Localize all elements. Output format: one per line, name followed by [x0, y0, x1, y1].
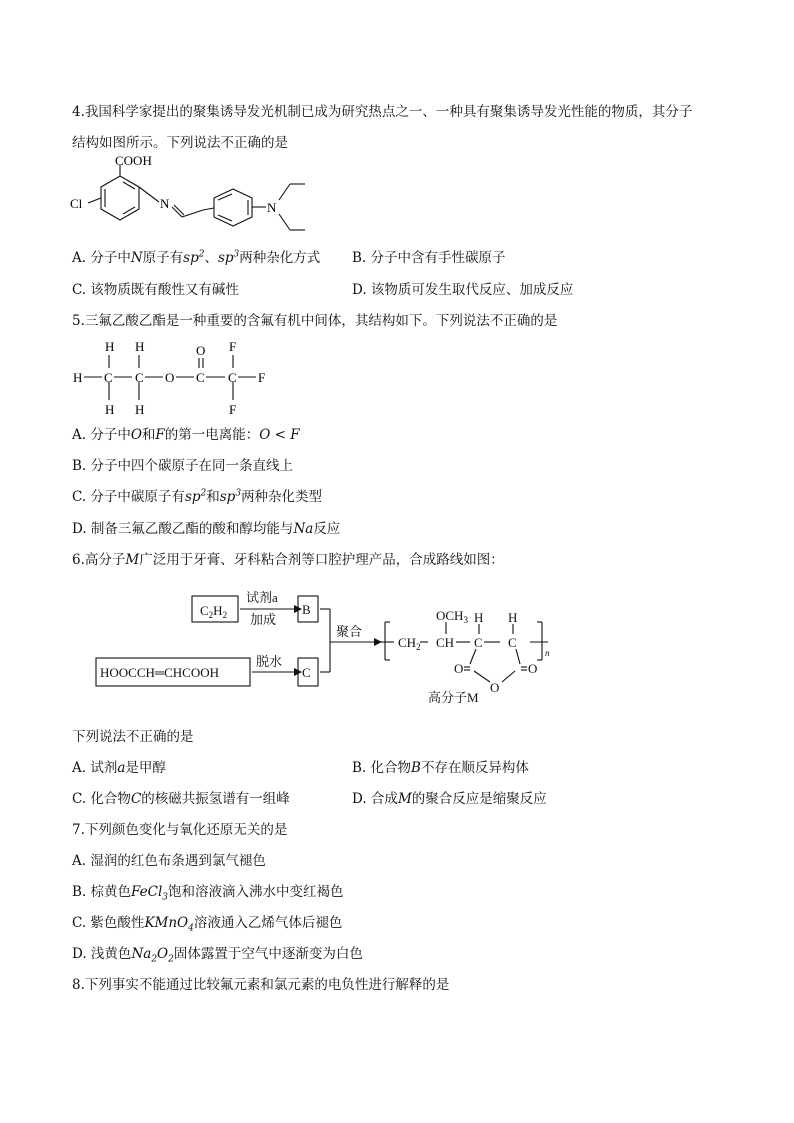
- q5-option-a: A. 分子中O和F的第一电离能：O < F: [72, 427, 300, 443]
- q6-synthesis-scheme: [90, 582, 570, 712]
- q8-stem: 8.下列事实不能通过比较氟元素和氯元素的电负性进行解释的是: [72, 977, 450, 993]
- svg-text:C2H2: $C_2H_2$: [200, 603, 228, 620]
- polymer-m-caption: 高分子M: [428, 690, 479, 705]
- svg-text:n: n: [545, 648, 550, 658]
- addition-label: 加成: [250, 612, 277, 627]
- q4-structure-diagram: [68, 154, 318, 244]
- q5-stem: 5.三氟乙酸乙酯是一种重要的含氟有机中间体，其结构如下。下列说法不正确的是: [72, 313, 558, 329]
- svg-text:O: O: [490, 680, 500, 695]
- cooh-label: COOH: [115, 154, 152, 168]
- q5-option-b: B. 分子中四个碳原子在同一条直线上: [72, 458, 294, 474]
- svg-text:C: C: [135, 370, 144, 385]
- reagent-a-label: 试剂a: [246, 590, 278, 605]
- q5-structure-diagram: [68, 336, 288, 420]
- svg-text:H: H: [135, 339, 145, 354]
- svg-text:F: F: [258, 370, 266, 385]
- cl-label: Cl: [70, 196, 83, 211]
- maleic-acid-label: HOOCCH═CHCOOH: [100, 665, 219, 680]
- q7-stem: 7.下列颜色变化与氧化还原无关的是: [72, 822, 288, 838]
- svg-text:C: C: [474, 635, 483, 650]
- svg-text:CH: CH: [436, 635, 455, 650]
- q4-option-a: A. 分子中N原子有$sp^2$、$sp^3$两种杂化方式: [72, 249, 321, 266]
- svg-text:H: H: [508, 610, 518, 625]
- q7-option-b: B. 棕黄色FeCl$_3$饱和溶液滴入沸水中变红褐色: [72, 884, 344, 903]
- q7-option-d: D. 浅黄色$Na_2O_2$固体露置于空气中逐渐变为白色: [72, 946, 363, 965]
- imine-n-label: N: [160, 196, 170, 211]
- polymerize-label: 聚合: [336, 624, 363, 639]
- svg-text:F: F: [229, 402, 237, 417]
- q7-option-a: A. 湿润的红色布条遇到氯气褪色: [72, 853, 266, 869]
- q7-option-c: C. 紫色酸性KMnO$_4$溶液通入乙烯气体后褪色: [72, 915, 343, 934]
- svg-text:C: C: [104, 370, 113, 385]
- amine-n-label: N: [267, 200, 277, 215]
- svg-text:CH2: $CH_2$: [398, 635, 421, 652]
- q4-stem-line1: 4.我国科学家提出的聚集诱导发光机制已成为研究热点之一、一种具有聚集诱导发光性能的物质，其分子: [72, 104, 693, 120]
- q6-option-b: B. 化合物B不存在顺反异构体: [352, 760, 529, 776]
- q6-option-c: C. 化合物C的核磁共振氢谱有一组峰: [72, 791, 290, 807]
- q4-option-c: C. 该物质既有酸性又有碱性: [72, 282, 239, 298]
- box-b-label: B: [302, 602, 311, 617]
- svg-text:O: O: [528, 661, 538, 676]
- svg-text:OCH3: $OCH_3$: [436, 608, 468, 625]
- svg-text:H: H: [105, 402, 115, 417]
- svg-text:O: O: [196, 343, 206, 358]
- q4-option-d: D. 该物质可发生取代反应、加成反应: [352, 282, 574, 298]
- svg-text:H: H: [135, 402, 145, 417]
- svg-text:H: H: [474, 610, 484, 625]
- dehydrate-label: 脱水: [256, 654, 283, 669]
- q5-option-c: C. 分子中碳原子有$sp^2$和$sp^3$两种杂化类型: [72, 488, 323, 505]
- svg-text:O: O: [165, 370, 175, 385]
- svg-text:O: O: [454, 661, 464, 676]
- svg-text:H: H: [73, 370, 83, 385]
- svg-text:C: C: [228, 370, 237, 385]
- q6-stem: 6.高分子M广泛用于牙膏、牙科粘合剂等口腔护理产品，合成路线如图：: [72, 552, 504, 568]
- svg-text:C: C: [508, 635, 517, 650]
- q6-question: 下列说法不正确的是: [72, 729, 194, 745]
- q4-option-b: B. 分子中含有手性碳原子: [352, 250, 506, 266]
- q6-option-a: A. 试剂a是甲醇: [72, 760, 166, 776]
- q5-option-d: D. 制备三氟乙酸乙酯的酸和醇均能与Na反应: [72, 521, 341, 537]
- svg-text:H: H: [105, 339, 115, 354]
- q4-stem-line2: 结构如图所示。下列说法不正确的是: [72, 135, 288, 151]
- svg-text:F: F: [229, 339, 237, 354]
- svg-text:C: C: [196, 370, 205, 385]
- box-c-label: C: [302, 665, 311, 680]
- q6-option-d: D. 合成M的聚合反应是缩聚反应: [352, 791, 547, 807]
